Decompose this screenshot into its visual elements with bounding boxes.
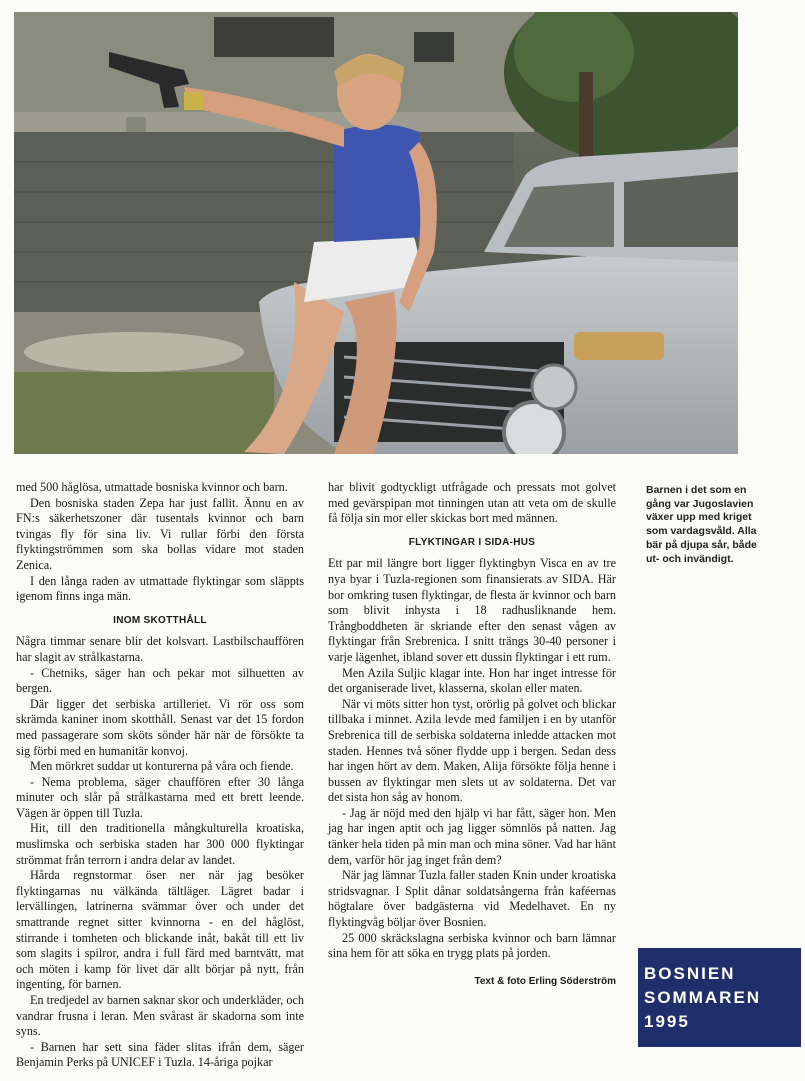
- author-credit: Text & foto Erling Söderström: [474, 975, 616, 987]
- paragraph: En tredjedel av barnen saknar skor och underkläder, och vandrar frusna i leran. Men svårast är skadorna som inte syns.: [16, 993, 304, 1039]
- badge-line-2: SOMMAREN: [644, 988, 762, 1007]
- paragraph: Ett par mil längre bort ligger flyktingbyn Visca en av tre nya byar i Tuzla-regionen som finansierats av SIDA. Här bor omkring tusen flyktingar, de flesta är kvinnor och barn som blivit inhysta i 18 radhusliknande hem. Trångboddheten är skriande efter den senast vågen av flyktingar från Srebrenica. I snitt trängs 30-40 personer i varje lägenhet, ibland sover ett dussin flyktingar i ett rum.: [328, 556, 616, 664]
- paragraph: Men Azila Suljic klagar inte. Hon har inget intresse för det organiserade livet, klasserna, skolan eller maten.: [328, 665, 616, 696]
- paragraph: - Barnen har sett sina fäder slitas ifrån dem, säger Benjamin Perks på UNICEF i Tuzla. 14-åriga pojkar: [16, 1039, 304, 1070]
- paragraph: - Chetniks, säger han och pekar mot silhuetten av bergen.: [16, 665, 304, 696]
- paragraph: - Jag är nöjd med den hjälp vi har fått, säger hon. Men jag har ingen aptit och jag ligger sömnlös på natten. Jag tänker hela tiden på min man och mina söner. Vad har hänt dem, varför hör jag inget från dem?: [328, 805, 616, 867]
- section-badge: [638, 948, 801, 1047]
- photo-caption: Barnen i det som en gång var Jugoslavien växer upp med kriget som vardagsvåld. Alla bär på djupa sår, både ut- och invändigt.: [646, 484, 757, 565]
- paragraph: Hit, till den traditionella mångkulturella kroatiska, muslimska och serbiska staden har 300 000 flyktingar strömmat från terrorn i andra delar av landet.: [16, 821, 304, 867]
- article-photo: [14, 12, 738, 454]
- paragraph: Den bosniska staden Zepa har just fallit. Ännu en av FN:s säkerhetszoner där tusentals kvinnor och barn tvingas fly för sina liv. Vi rullar förbi den första flyktingströmmen som ska bollas vidare mot staden Zenica.: [16, 495, 304, 572]
- paragraph: har blivit godtyckligt utfrågade och pressats mot golvet med gevärspipan mot tinningen utan att veta om de skulle få följa sin mor eller skickas bort med männen.: [328, 480, 616, 526]
- subheading: FLYKTINGAR I SIDA-HUS: [408, 536, 536, 548]
- paragraph: 25 000 skräckslagna serbiska kvinnor och barn lämnar sina hem för att söka en trygg plats på jorden.: [328, 930, 616, 961]
- paragraph: Hårda regnstormar öser ner när jag besöker flyktingarnas nu välkända tältläger. Lägret badar i lervällingen, latrinerna svämmar över och under det smattrande regnet sitter kvinnorna - en del håglöst, stirrande i tomheten och blickande inåt, bakåt till ett liv som slagits i spilror, andra i full färd med barntvätt, mat och möten i kamp för livet där allt börjar på nytt, från ingenting, för barnen.: [16, 868, 304, 992]
- paragraph: Men mörkret suddar ut konturerna på våra och fiende.: [30, 759, 294, 774]
- paragraph: I den långa raden av utmattade flyktingar som släppts igenom finns inga män.: [16, 573, 304, 604]
- photo-boy-with-toy-pistol-on-car-icon: [14, 12, 738, 454]
- paragraph: När jag lämnar Tuzla faller staden Knin under kroatiska stridsvagnar. I Split dånar soldatsångerna från kaféernas högtalare över badgästerna vid Medelhavet. En ny flyktingvåg böljar över Bosnien.: [328, 868, 616, 930]
- badge-line-3: 1995: [644, 1012, 690, 1031]
- paragraph: Några timmar senare blir det kolsvart. Lastbilschauffören har slagit av strålkastarna.: [16, 634, 304, 664]
- subheading: INOM SKOTTHÅLL: [113, 614, 207, 626]
- article-column-1: [16, 480, 304, 1071]
- paragraph: med 500 håglösa, utmattade bosniska kvinnor och barn.: [16, 480, 288, 494]
- paragraph: - Nema problema, säger chauffören efter 30 långa minuter och slår på strålkastarna med ett brett leende. Vägen är öppen till Tuzla.: [16, 774, 304, 820]
- badge-line-1: BOSNIEN: [644, 964, 736, 983]
- article-column-2: [328, 480, 616, 989]
- paragraph: När vi möts sitter hon tyst, orörlig på golvet och blickar tillbaka i minnet. Azila levde med familjen i en by utanför Srebrenica till de serbiska soldaterna inledde attacken mot staden. Hennes två söner flydde upp i bergen. Sedan dess har ingen hört av dem. Maken, Alija försökte följa henne i bussen av flyktingar men slets ut av soldaterna. Det var det sista hon såg av honom.: [328, 696, 616, 805]
- paragraph: Där ligger det serbiska artilleriet. Vi rör oss som skrämda kaniner inom skotthåll. Senast var det 15 fordon med passagerare som sköts sönder här när de försökte ta sig förbi med en humanitär konvoj.: [16, 696, 304, 758]
